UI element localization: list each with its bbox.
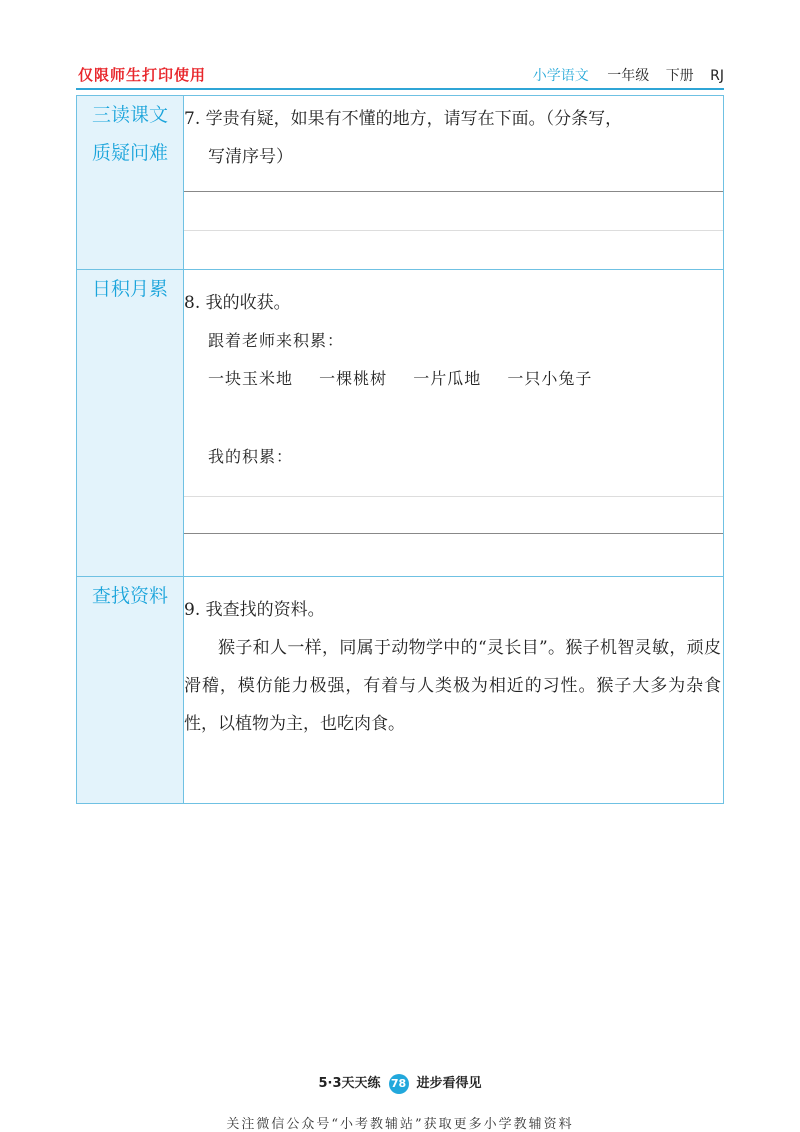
- book-info: [533, 65, 724, 85]
- section-row-accumulate: [77, 270, 724, 577]
- wechat-note: 关注微信公众号“小考教辅站”获取更多小学教辅资料: [226, 1117, 574, 1132]
- question-7-line-1: 7. 学贵有疑，如果有不懂的地方，请写在下面。（分条写，: [184, 109, 623, 129]
- paragraph-text: 猴子和人一样，同属于动物学中的“灵长目”。猴子机智灵敏，顽皮滑稽，模仿能力极强，有着与人类极为相近的习性。猴子大多为杂食性，以植物为主，也吃肉食。: [184, 638, 721, 734]
- page-footer: [0, 1072, 800, 1094]
- answer-line[interactable]: [184, 230, 723, 231]
- label-line: 质疑问难: [91, 142, 168, 164]
- phrase-item: 一棵桃树: [319, 369, 388, 388]
- series-name: 5·3天天练: [318, 1076, 381, 1091]
- question-8: 8. 我的收获。: [184, 293, 291, 313]
- slogan: 进步看得见: [416, 1076, 482, 1091]
- phrase-list: [184, 360, 723, 398]
- section-content-accumulate: [184, 270, 724, 577]
- page-number: 78: [389, 1074, 409, 1094]
- section-row-question: [77, 96, 724, 270]
- label-line: 查找资料: [91, 585, 168, 607]
- question-7-line-2: 写清序号）: [208, 147, 293, 167]
- edition-label: RJ: [710, 68, 724, 84]
- label-line: 三读课文: [91, 104, 168, 126]
- my-accumulation-label: 我的积累：: [208, 447, 294, 466]
- answer-line[interactable]: [184, 533, 723, 534]
- research-paragraph: [184, 629, 723, 743]
- print-notice: 仅限师生打印使用: [78, 66, 207, 84]
- section-row-research: [77, 577, 724, 804]
- question-9: 9. 我查找的资料。: [184, 600, 325, 620]
- section-label-research: [77, 577, 184, 804]
- grade-label: 一年级: [607, 68, 650, 84]
- phrase-item: 一只小兔子: [507, 369, 593, 388]
- label-line: 日积月累: [91, 278, 168, 300]
- phrase-item: 一片瓜地: [413, 369, 482, 388]
- section-content-research: [184, 577, 724, 804]
- exercise-table: [76, 95, 724, 804]
- section-label-accumulate: [77, 270, 184, 577]
- section-content-question: [184, 96, 724, 270]
- section-label-question: [77, 96, 184, 270]
- follow-teacher-label: 跟着老师来积累：: [208, 331, 345, 350]
- term-label: 下册: [665, 68, 694, 84]
- header-divider: [76, 88, 724, 90]
- subject-label: 小学语文: [532, 68, 589, 84]
- phrase-item: 一块玉米地: [208, 369, 294, 388]
